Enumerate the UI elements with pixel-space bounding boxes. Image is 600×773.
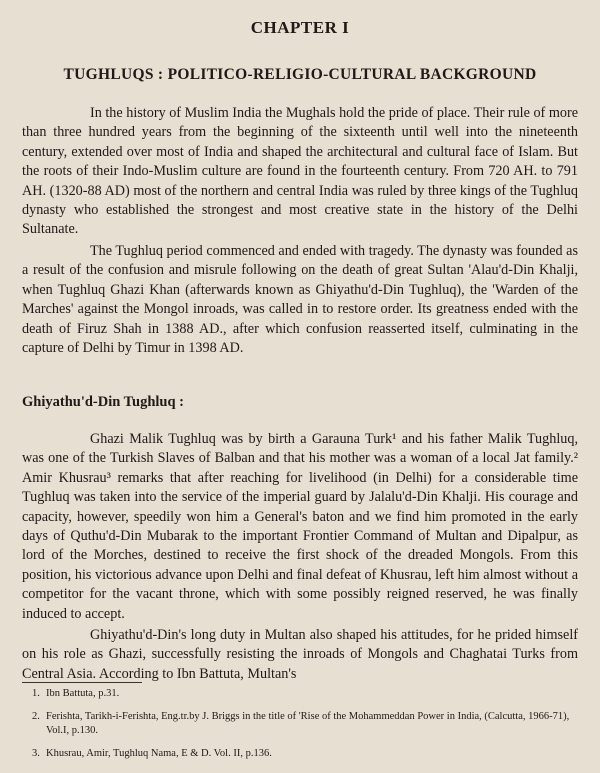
chapter-heading: CHAPTER I [250,18,350,37]
footnotes [22,687,578,770]
footnote-3 [22,747,578,761]
footnote-1 [22,687,578,701]
paragraph-text: Ghiyathu'd-Din's long duty in Multan also shaped his attitudes, for he prided himself on his role as Ghazi, successfully resisting the inroads of Mongols and Chaghatai Turks from Central Asia. According to Ibn Battuta, Multan's [22,627,578,682]
section-heading: Ghiyathu'd-Din Tughluq : [22,394,185,410]
section-paragraph-2 [22,626,578,684]
footnote-number: 3. [32,748,40,759]
footnote-text: Khusrau, Amir, Tughluq Nama, E & D. Vol. II, p.136. [46,748,272,759]
intro-paragraph-1 [22,104,578,240]
intro-paragraph-2 [22,242,578,358]
footnote-number: 2. [32,711,40,722]
section-paragraph-1 [22,430,578,624]
footnote-number: 1. [32,688,40,699]
footnote-text: Ferishta, Tarikh-i-Ferishta, Eng.tr.by J. Briggs in the title of 'Rise of the Mohammeddan Power in India, (Calcutta, 1966-71), Vol.I, p.130. [46,711,570,736]
footnote-text: Ibn Battuta, p.31. [46,688,120,699]
footnote-divider [22,682,142,683]
paragraph-text: The Tughluq period commenced and ended with tragedy. The dynasty was founded as a result of the confusion and misrule following on the death of great Sultan 'Alau'd-Din Khalji, when Tughluq Ghazi Khan (afterwards known as Ghiyathu'd-Din Tughluq), the 'Warden of the Marches' against the Mongol inroads, was called in to restore order. Its greatness ended with the death of Firuz Shah in 1388 AD., after which confusion reasserted itself, culminating in the capture of Delhi by Timur in 1398 AD. [22,243,578,357]
chapter-title: TUGHLUQS : POLITICO-RELIGIO-CULTURAL BACKGROUND [63,66,537,83]
paragraph-text: In the history of Muslim India the Mughals hold the pride of place. Their rule of more than three hundred years from the beginning of the sixteenth until well into the nineteenth century, extended over most of India and shaped the architectural and cultural face of Islam. But the roots of their Indo-Muslim culture are found in the fourteenth century. From 720 AH. to 791 AH. (1320-88 AD) most of the northern and central India was ruled by three kings of the Tughluq dynasty who established the strongest and most creative state in the history of the Delhi Sultanate. [22,105,578,238]
paragraph-text: Ghazi Malik Tughluq was by birth a Garauna Turk¹ and his father Malik Tughluq, was one of the Turkish Slaves of Balban and that his mother was a woman of a local Jat family.² Amir Khusrau³ remarks that after reaching for livelihood (in Delhi) for a considerable time Tughluq was taken into the service of the imperial guard by Jalalu'd-Din Khalji. His courage and capacity, however, speedily won him a General's baton and we find him promoted in the early days of Quthu'd-Din Mubarak to the important Frontier Command of Multan and Dipalpur, as lord of the Morches, destined to receive the first shock of the dreaded Mongols. From this position, his victorious advance upon Delhi and final defeat of Khusrau, left him almost without a competitor for the vacant throne, which with some possibly reigned reserved, he was finally induced to accept. [22,431,578,622]
footnote-2 [22,710,578,738]
